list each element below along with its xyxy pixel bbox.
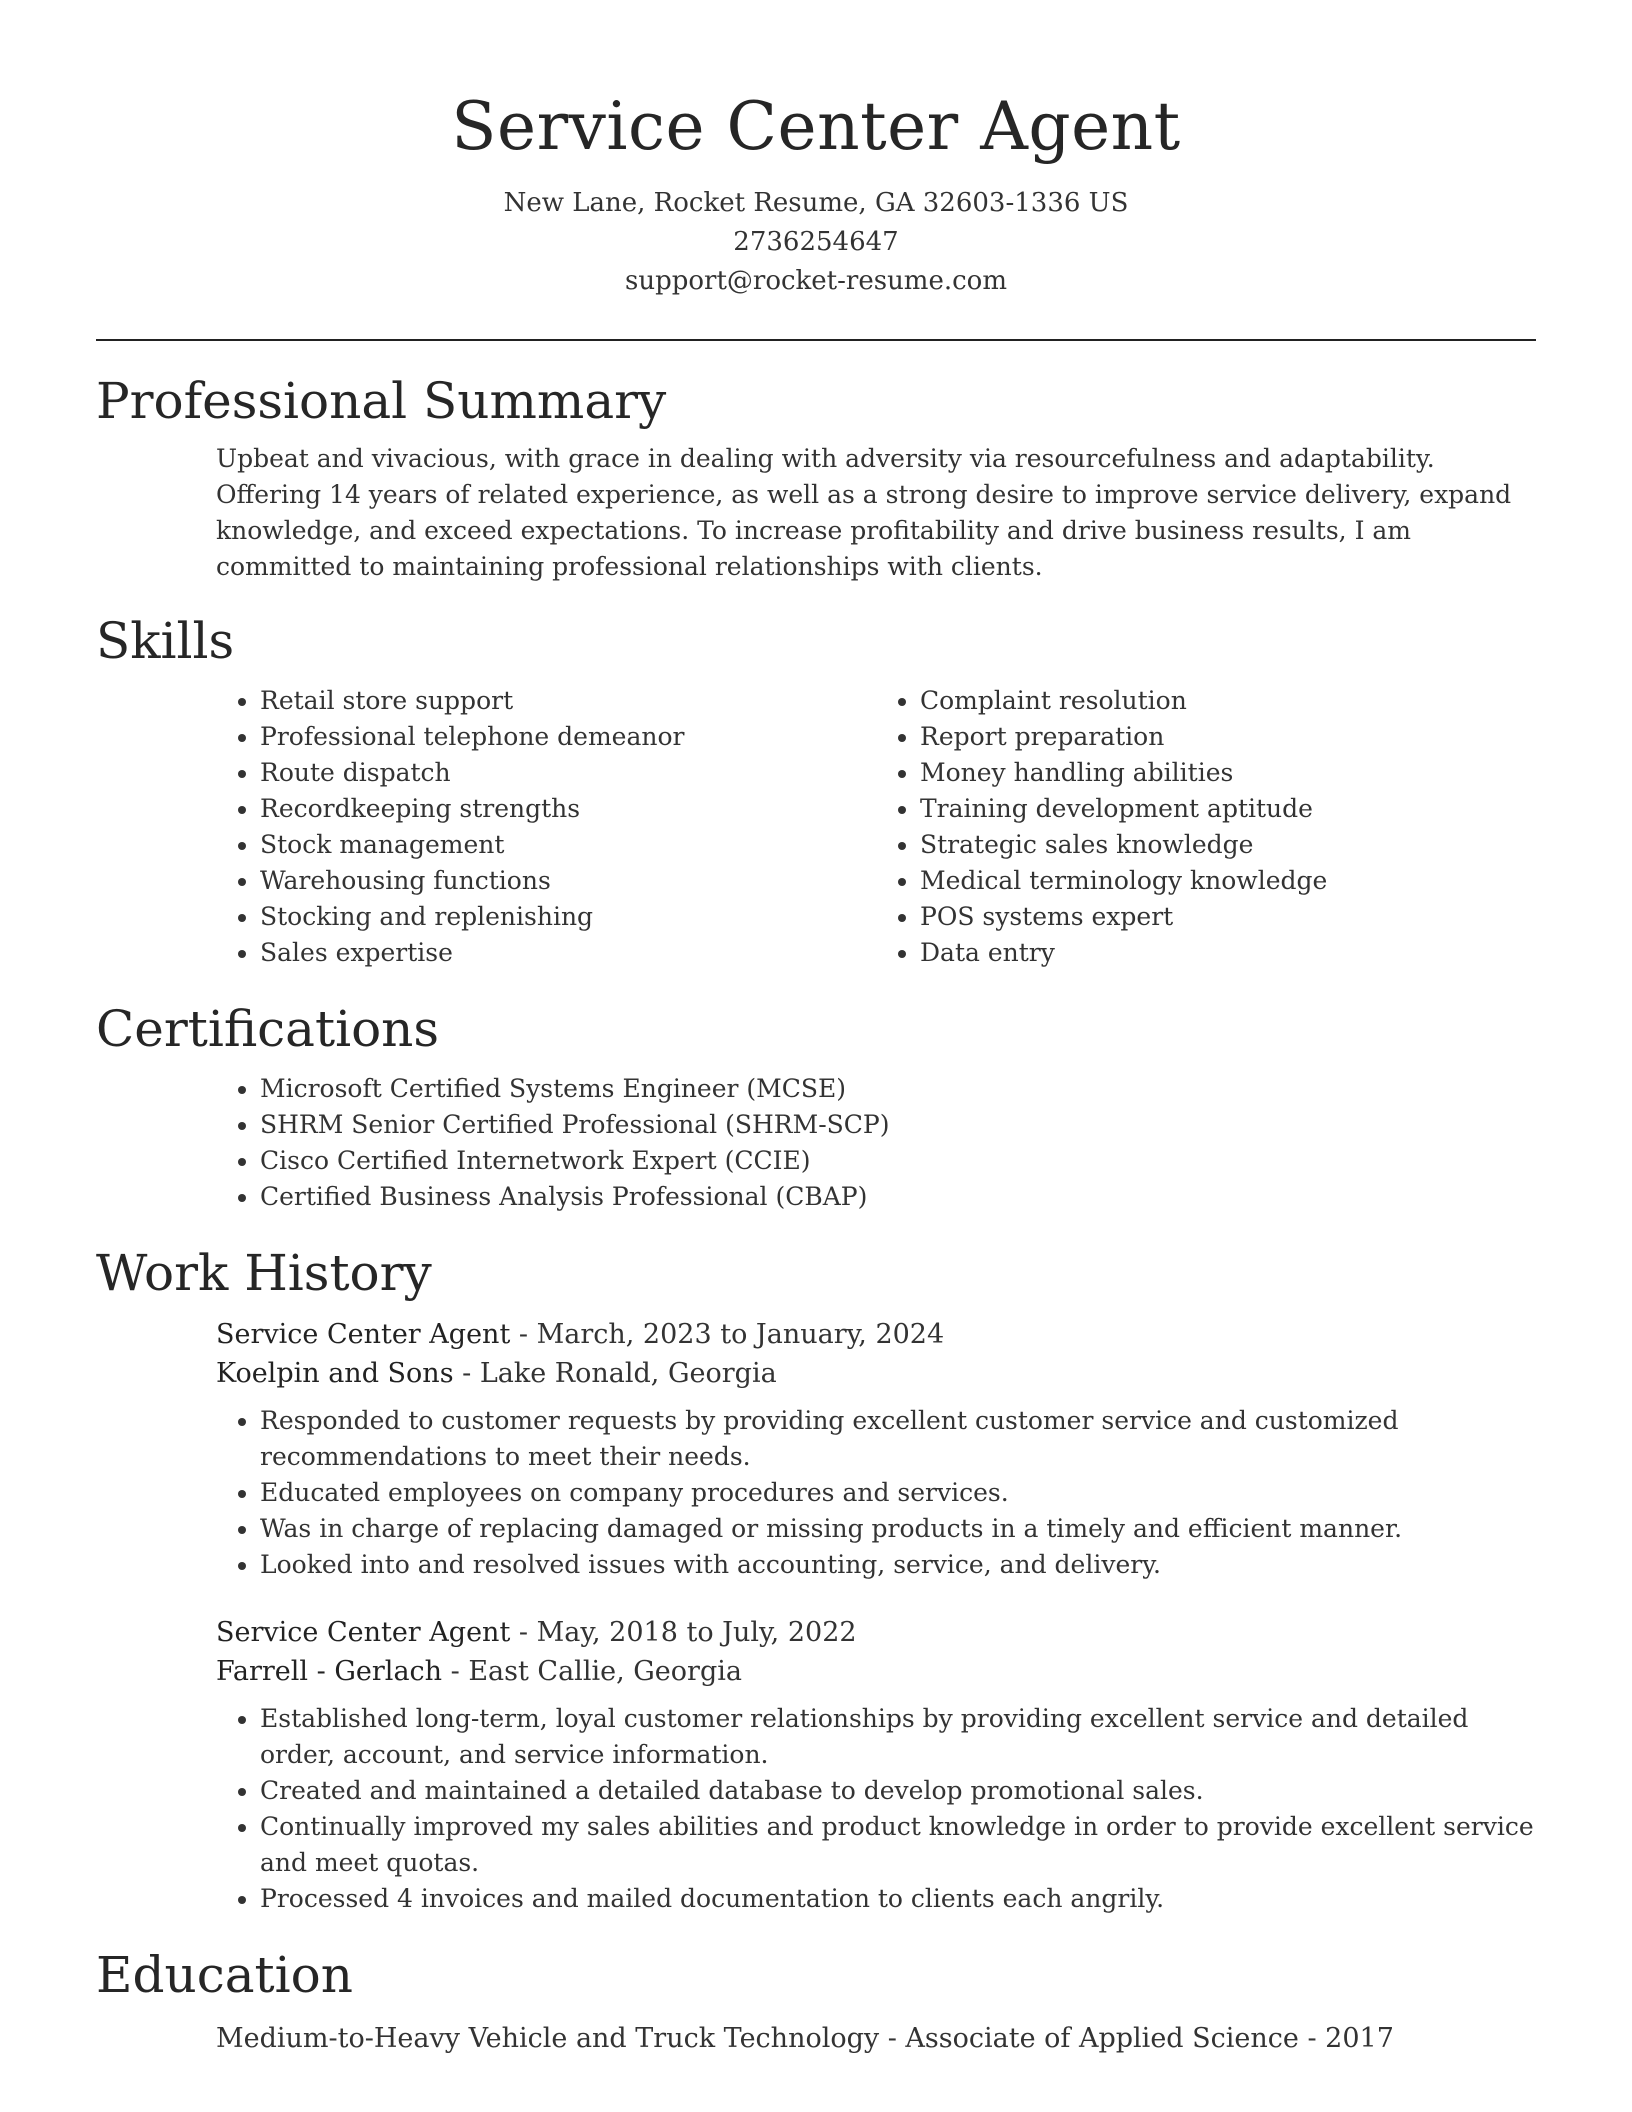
skills-list-right xyxy=(876,683,1536,971)
certification-item: • Certified Business Analysis Professional (CBAP) xyxy=(260,1179,1536,1215)
certifications-section xyxy=(96,999,1536,1215)
certification-item: • Microsoft Certified Systems Engineer (MCSE) xyxy=(260,1071,1536,1107)
email: support@rocket-resume.com xyxy=(624,266,1007,296)
job-duty: • Was in charge of replacing damaged or missing products in a timely and efficient manner. xyxy=(260,1511,1536,1547)
skill-item: • Stocking and replenishing xyxy=(260,899,876,935)
job-dates: - May, 2018 to July, 2022 xyxy=(510,1617,857,1648)
work-history-heading: Work History xyxy=(96,1244,432,1302)
skill-item: • Complaint resolution xyxy=(920,683,1536,719)
job-company: Koelpin and Sons xyxy=(216,1358,454,1389)
job-dates: - March, 2023 to January, 2024 xyxy=(510,1319,945,1350)
job-duty: • Looked into and resolved issues with accounting, service, and delivery. xyxy=(260,1547,1536,1583)
certifications-body xyxy=(216,1071,1536,1215)
skill-item: • Medical terminology knowledge xyxy=(920,863,1536,899)
job-duty: • Established long-term, loyal customer relationships by providing excellent service and detailed order, account, and service information. xyxy=(260,1701,1536,1773)
skill-item: • Strategic sales knowledge xyxy=(920,827,1536,863)
skills-section xyxy=(96,611,1536,971)
skill-item: • Report preparation xyxy=(920,719,1536,755)
job-entry xyxy=(216,1315,1536,1583)
job-duty: • Created and maintained a detailed database to develop promotional sales. xyxy=(260,1773,1536,1809)
job-title: Service Center Agent xyxy=(216,1319,511,1350)
resume-header xyxy=(96,0,1536,301)
summary-section xyxy=(96,371,1536,585)
job-duty: • Responded to customer requests by providing excellent customer service and customized recommendations to meet their needs. xyxy=(260,1403,1536,1475)
education-entry: Medium-to-Heavy Vehicle and Truck Technology - Associate of Applied Science - 2017 xyxy=(216,2023,1394,2054)
job-company: Farrell - Gerlach xyxy=(216,1656,443,1687)
job-company-line xyxy=(216,1652,1536,1691)
skill-item: • Recordkeeping strengths xyxy=(260,791,876,827)
header-divider xyxy=(96,339,1536,341)
skill-item: • Sales expertise xyxy=(260,935,876,971)
address: New Lane, Rocket Resume, GA 32603-1336 US xyxy=(503,188,1129,218)
contact-info xyxy=(96,184,1536,301)
summary-heading: Professional Summary xyxy=(96,372,667,430)
job-duties-list xyxy=(216,1403,1536,1583)
skill-item: • Retail store support xyxy=(260,683,876,719)
skills-heading: Skills xyxy=(96,612,235,670)
skill-item: • POS systems expert xyxy=(920,899,1536,935)
skill-item: • Stock management xyxy=(260,827,876,863)
certifications-list xyxy=(216,1071,1536,1215)
job-location: - Lake Ronald, Georgia xyxy=(453,1358,777,1389)
resume-page xyxy=(96,0,1536,2058)
certifications-heading: Certifications xyxy=(96,1000,440,1058)
phone: 2736254647 xyxy=(733,227,899,257)
job-duty: • Processed 4 invoices and mailed documentation to clients each angrily. xyxy=(260,1881,1536,1917)
resume-name: Service Center Agent xyxy=(451,88,1181,165)
job-entry xyxy=(216,1613,1536,1917)
skill-item: • Data entry xyxy=(920,935,1536,971)
education-heading: Education xyxy=(96,1946,353,2004)
summary-text: Upbeat and vivacious, with grace in dealing with adversity via resourcefulness and adaptability. Offering 14 years of related experience, as well as a strong desire to improve service delivery, expand knowledge, and exceed expectations. To increase profitability and drive business results, I am committed to maintaining professional relationships with clients. xyxy=(216,444,1512,581)
summary-body xyxy=(216,441,1536,585)
job-title-line xyxy=(216,1315,1536,1354)
skills-grid xyxy=(216,683,1536,971)
job-location: - East Callie, Georgia xyxy=(442,1656,742,1687)
certification-item: • Cisco Certified Internetwork Expert (CCIE) xyxy=(260,1143,1536,1179)
job-title-line xyxy=(216,1613,1536,1652)
job-duty: • Educated employees on company procedures and services. xyxy=(260,1475,1536,1511)
skills-list-left xyxy=(216,683,876,971)
job-company-line xyxy=(216,1354,1536,1393)
job-duty: • Continually improved my sales abilities and product knowledge in order to provide excellent service and meet quotas. xyxy=(260,1809,1536,1881)
skill-item: • Money handling abilities xyxy=(920,755,1536,791)
job-duties-list xyxy=(216,1701,1536,1917)
education-section xyxy=(96,1945,1536,2058)
skill-item: • Training development aptitude xyxy=(920,791,1536,827)
skill-item: • Professional telephone demeanor xyxy=(260,719,876,755)
work-history-section xyxy=(96,1243,1536,1917)
certification-item: • SHRM Senior Certified Professional (SHRM-SCP) xyxy=(260,1107,1536,1143)
job-title: Service Center Agent xyxy=(216,1617,511,1648)
skill-item: • Route dispatch xyxy=(260,755,876,791)
skill-item: • Warehousing functions xyxy=(260,863,876,899)
